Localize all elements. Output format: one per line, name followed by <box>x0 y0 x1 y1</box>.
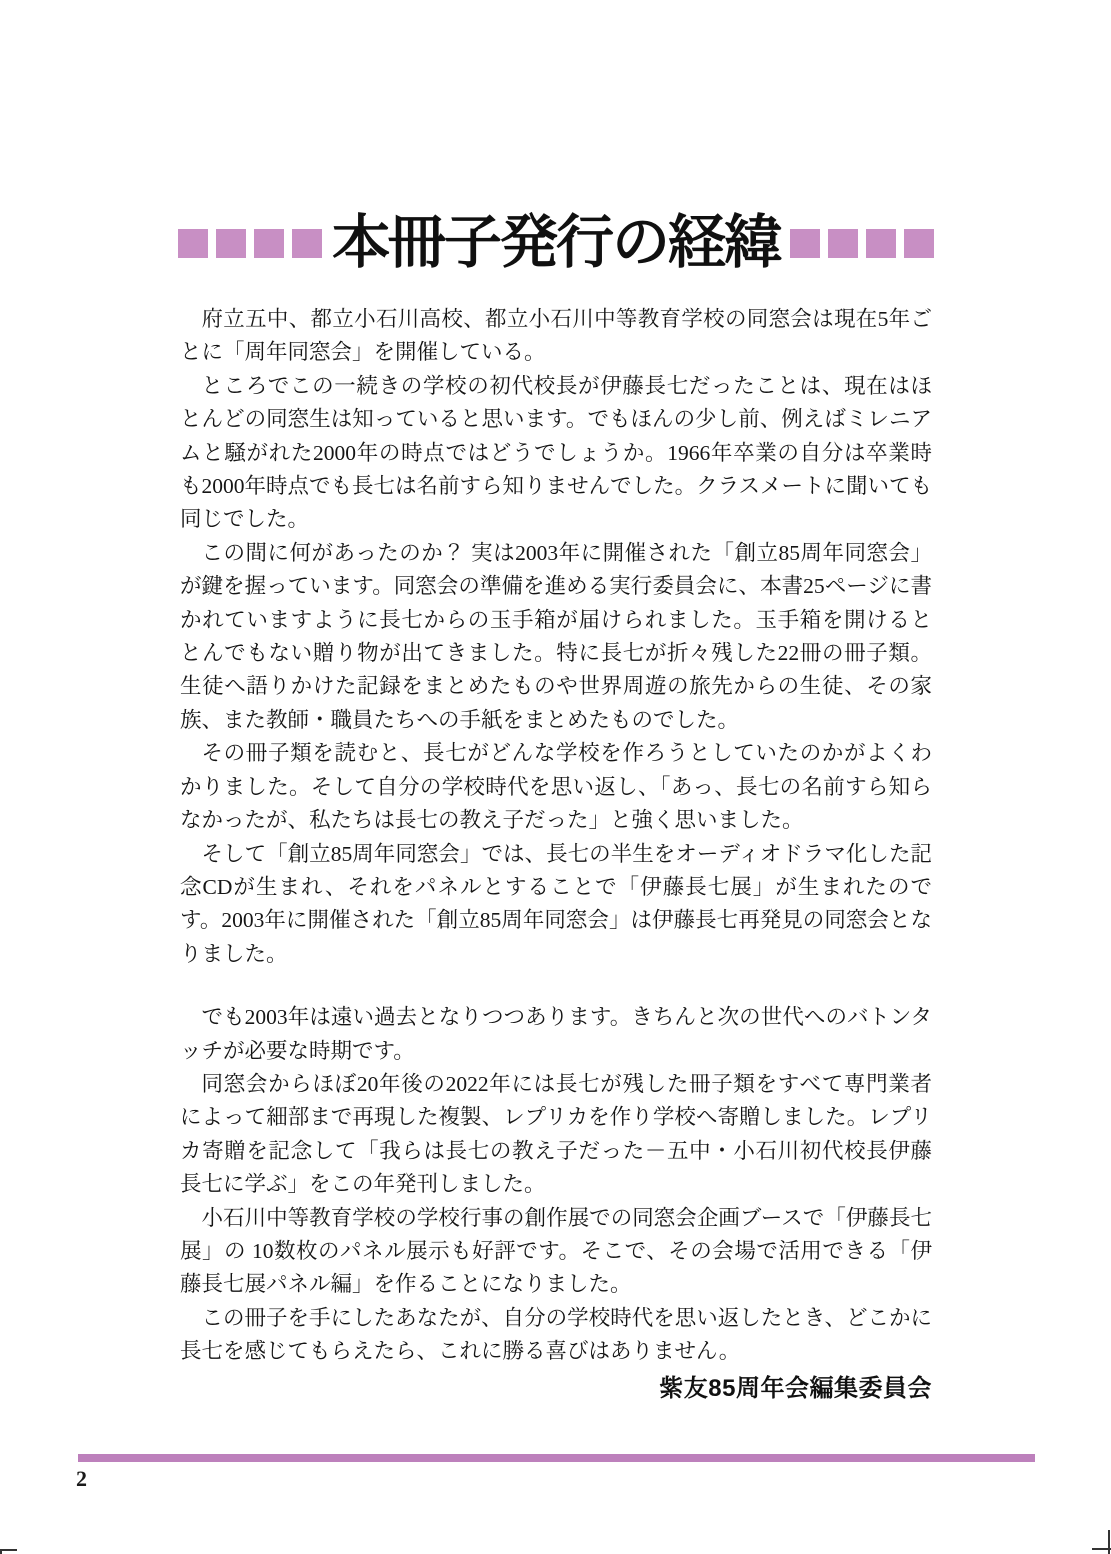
paragraph: この間に何があったのか？ 実は2003年に開催された「創立85周年同窓会」が鍵を握っています。同窓会の準備を進める実行委員会に、本書25ページに書かれていますように長七からの玉手箱が届けられました。玉手箱を開けるととんでもない贈り物が出てきました。特に長七が折々残した22冊の冊子類。生徒へ語りかけた記録をまとめたものや世界周遊の旅先からの生徒、その家族、また教師・職員たちへの手紙をまとめたものでした。 <box>180 540 932 732</box>
paragraph: そして「創立85周年同窓会」では、長七の半生をオーディオドラマ化した記念CDが生まれ、それをパネルとすることで「伊藤長七展」が生まれたのです。2003年に開催された「創立85周年同窓会」は伊藤長七再発見の同窓会となりました。 <box>180 841 932 966</box>
paragraph: その冊子類を読むと、長七がどんな学校を作ろうとしていたのかがよくわかりました。そして自分の学校時代を思い返し、「あっ、長七の名前すら知らなかったが、私たちは長七の教え子だった」と強く思いました。 <box>180 741 932 833</box>
accent-square-icon <box>828 229 858 258</box>
title-band <box>178 200 934 286</box>
accent-square-icon <box>216 229 246 258</box>
body-text <box>180 303 932 1369</box>
signature-line: 紫友85周年会編集委員会 <box>659 1375 932 1402</box>
paragraph: 小石川中等教育学校の学校行事の創作展での同窓会企画ブースで「伊藤長七展」の 10数枚のパネル展示も好評です。そこで、その会場で活用できる「伊藤長七展パネル編」を作ることになりました。 <box>180 1205 932 1297</box>
accent-square-icon <box>178 229 208 258</box>
title-accent-squares-left <box>178 229 322 258</box>
page-number: 2 <box>76 1466 87 1491</box>
trim-mark-bottom-right <box>1092 1548 1111 1550</box>
accent-square-icon <box>904 229 934 258</box>
paragraph: この冊子を手にしたあなたが、自分の学校時代を思い返したとき、どこかに長七を感じてもらえたら、これに勝る喜びはありません。 <box>180 1305 932 1364</box>
paragraph: 同窓会からほぼ20年後の2022年には長七が残した冊子類をすべて専門業者によって細部まで再現した複製、レプリカを作り学校へ寄贈しました。レプリカ寄贈を記念して「我らは長七の教え子だった－五中・小石川初代校長伊藤長七に学ぶ」をこの年発刊しました。 <box>180 1071 932 1197</box>
trim-mark-bottom-right <box>1108 1530 1110 1554</box>
trim-mark-bottom-left <box>0 1549 2 1554</box>
accent-square-icon <box>292 229 322 258</box>
accent-square-icon <box>790 229 820 258</box>
accent-square-icon <box>254 229 284 258</box>
paragraph: ところでこの一続きの学校の初代校長が伊藤長七だったことは、現在はほとんどの同窓生は知っていると思います。でもほんの少し前、例えばミレニアムと騒がれた2000年の時点ではどうでしょうか。1966年卒業の自分は卒業時も2000年時点でも長七は名前すら知りませんでした。クラスメートに聞いても同じでした。 <box>180 373 932 532</box>
accent-square-icon <box>866 229 896 258</box>
page-title: 本冊子発行の経緯 <box>331 210 780 275</box>
title-accent-squares-right <box>790 229 934 258</box>
paragraph: でも2003年は遠い過去となりつつあります。きちんと次の世代へのバトンタッチが必要な時期です。 <box>180 1005 932 1063</box>
paragraph: 府立五中、都立小石川高校、都立小石川中等教育学校の同窓会は現在5年ごとに「周年同窓会」を開催している。 <box>180 307 932 365</box>
trim-mark-bottom-left <box>0 1549 17 1551</box>
footer-rule <box>78 1454 1035 1462</box>
